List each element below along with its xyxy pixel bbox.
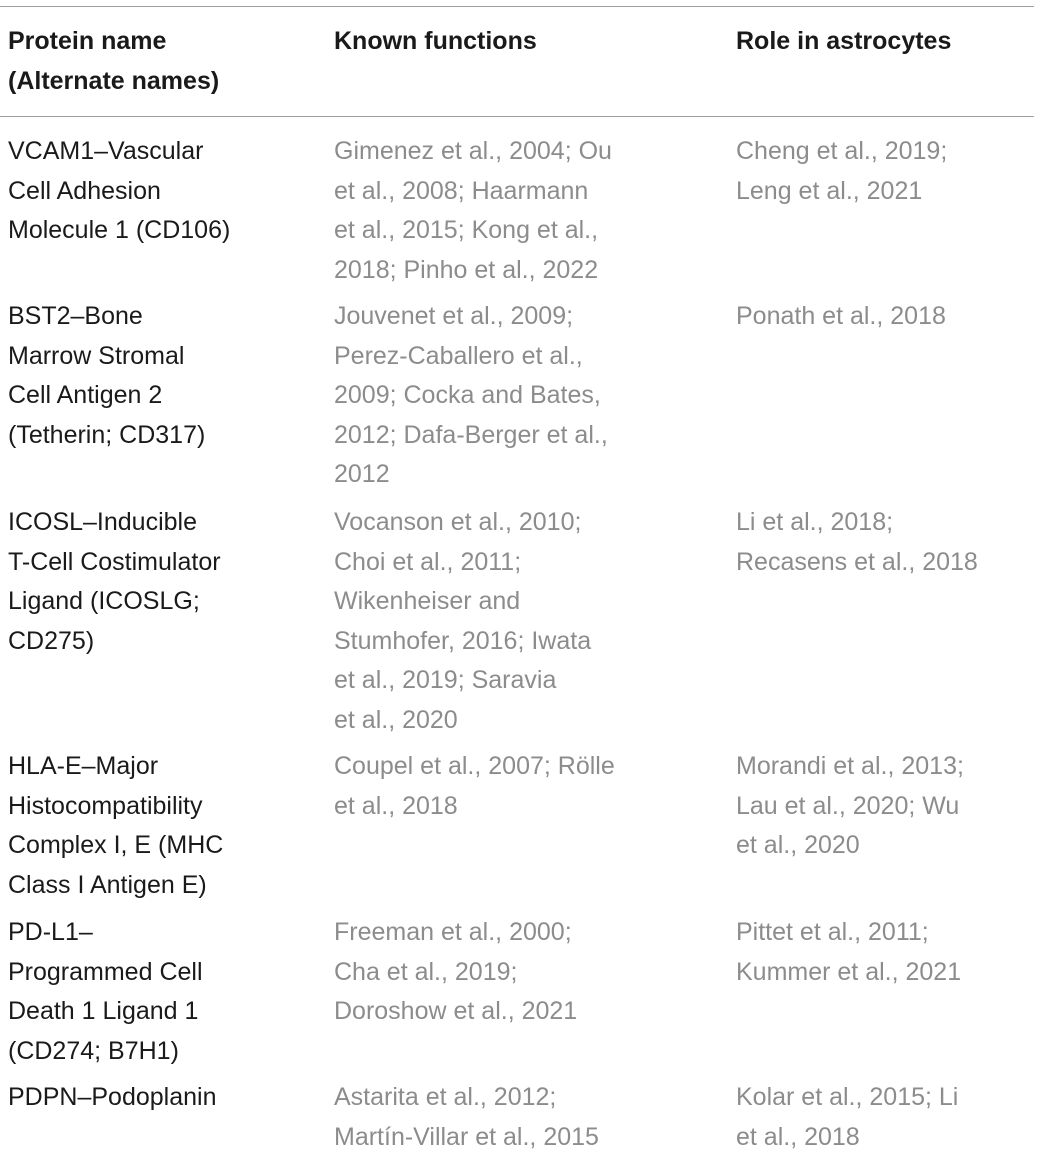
- table-header-rule: [0, 116, 1034, 117]
- citation-line: Lau et al., 2020; Wu: [736, 791, 960, 820]
- citation-line: et al., 2019; Saravia: [334, 666, 557, 694]
- table-row-pd-l1-protein: [8, 913, 298, 1071]
- citation-line: 2012; Dafa-Berger et al.,: [334, 420, 608, 449]
- citation-line: Wikenheiser and: [334, 587, 521, 615]
- table-row-icosl-protein: [8, 503, 298, 661]
- citation-line: Li et al., 2018;: [736, 508, 894, 536]
- cell-line: Marrow Stromal: [8, 341, 185, 370]
- header-protein-line-2: (Alternate names): [8, 66, 220, 95]
- table-row-vcam1-protein: [8, 132, 298, 251]
- cell-line: Class I Antigen E): [8, 870, 207, 899]
- table-row-pdpn-functions: [334, 1078, 694, 1157]
- citation-line: Doroshow et al., 2021: [334, 997, 578, 1025]
- citation-line: et al., 2008; Haarmann: [334, 176, 589, 205]
- table-row-bst2-functions: [334, 297, 694, 495]
- table-row-vcam1-functions: [334, 132, 694, 290]
- cell-line: PDPN–Podoplanin: [8, 1083, 217, 1111]
- table-row-bst2-protein: [8, 297, 298, 455]
- citation-line: et al., 2018: [334, 791, 458, 820]
- header-protein-line-1: Protein name: [8, 27, 167, 55]
- citation-line: Kummer et al., 2021: [736, 957, 962, 986]
- cell-line: ICOSL–Inducible: [8, 508, 198, 536]
- cell-line: Programmed Cell: [8, 957, 203, 986]
- citation-line: Pittet et al., 2011;: [736, 918, 929, 946]
- header-role-in-astrocytes: [736, 22, 1036, 62]
- cell-line: PD-L1–: [8, 918, 93, 946]
- header-role-line-1: Role in astrocytes: [736, 27, 952, 55]
- cell-line: BST2–Bone: [8, 302, 143, 330]
- table-row-pd-l1-functions: [334, 913, 694, 1032]
- citation-line: 2012: [334, 460, 390, 488]
- cell-line: VCAM1–Vascular: [8, 137, 204, 165]
- header-known-functions: [334, 22, 694, 62]
- citation-line: Perez-Caballero et al.,: [334, 341, 583, 370]
- table-row-hla-e-protein: [8, 747, 298, 905]
- cell-line: T-Cell Costimulator: [8, 547, 221, 576]
- citation-line: Cha et al., 2019;: [334, 957, 518, 986]
- cell-line: Histocompatibility: [8, 791, 203, 820]
- citation-line: Gimenez et al., 2004; Ou: [334, 137, 612, 165]
- cell-line: CD275): [8, 626, 95, 655]
- cell-line: (Tetherin; CD317): [8, 420, 206, 449]
- table-row-icosl-role: [736, 503, 1036, 582]
- header-protein-name: [8, 22, 278, 101]
- table-row-bst2-role: [736, 297, 1036, 337]
- citation-line: Cheng et al., 2019;: [736, 137, 948, 165]
- cell-line: Molecule 1 (CD106): [8, 216, 231, 244]
- citation-line: Vocanson et al., 2010;: [334, 508, 582, 536]
- table-row-icosl-functions: [334, 503, 694, 740]
- header-functions-line-1: Known functions: [334, 27, 537, 55]
- citation-line: Freeman et al., 2000;: [334, 918, 572, 946]
- citation-line: 2018; Pinho et al., 2022: [334, 255, 599, 284]
- table-row-vcam1-role: [736, 132, 1036, 211]
- cell-line: Death 1 Ligand 1: [8, 997, 199, 1025]
- cell-line: (CD274; B7H1): [8, 1036, 179, 1065]
- table-top-rule: [0, 6, 1034, 7]
- cell-line: Cell Antigen 2: [8, 381, 163, 409]
- citation-line: Coupel et al., 2007; Rölle: [334, 752, 615, 780]
- citation-line: Recasens et al., 2018: [736, 547, 978, 576]
- citation-line: Stumhofer, 2016; Iwata: [334, 626, 592, 655]
- table-row-hla-e-functions: [334, 747, 694, 826]
- citation-line: Morandi et al., 2013;: [736, 752, 964, 780]
- citation-line: Jouvenet et al., 2009;: [334, 302, 574, 330]
- table-row-hla-e-role: [736, 747, 1036, 866]
- citation-line: Leng et al., 2021: [736, 176, 923, 205]
- citation-line: et al., 2020: [736, 831, 860, 859]
- cell-line: Ligand (ICOSLG;: [8, 587, 200, 615]
- citation-line: Kolar et al., 2015; Li: [736, 1083, 959, 1111]
- cell-line: Complex I, E (MHC: [8, 831, 224, 859]
- table-row-pdpn-role: [736, 1078, 1036, 1157]
- citation-line: et al., 2018: [736, 1122, 860, 1151]
- citation-line: Choi et al., 2011;: [334, 547, 522, 576]
- cell-line: HLA-E–Major: [8, 752, 159, 780]
- cell-line: Cell Adhesion: [8, 176, 161, 205]
- citation-line: Martín-Villar et al., 2015: [334, 1122, 599, 1151]
- citation-line: Ponath et al., 2018: [736, 302, 946, 330]
- table-row-pd-l1-role: [736, 913, 1036, 992]
- citation-line: et al., 2020: [334, 705, 458, 734]
- table-row-pdpn-protein: [8, 1078, 298, 1118]
- citation-line: Astarita et al., 2012;: [334, 1083, 557, 1111]
- citation-line: 2009; Cocka and Bates,: [334, 381, 601, 409]
- citation-line: et al., 2015; Kong et al.,: [334, 216, 599, 244]
